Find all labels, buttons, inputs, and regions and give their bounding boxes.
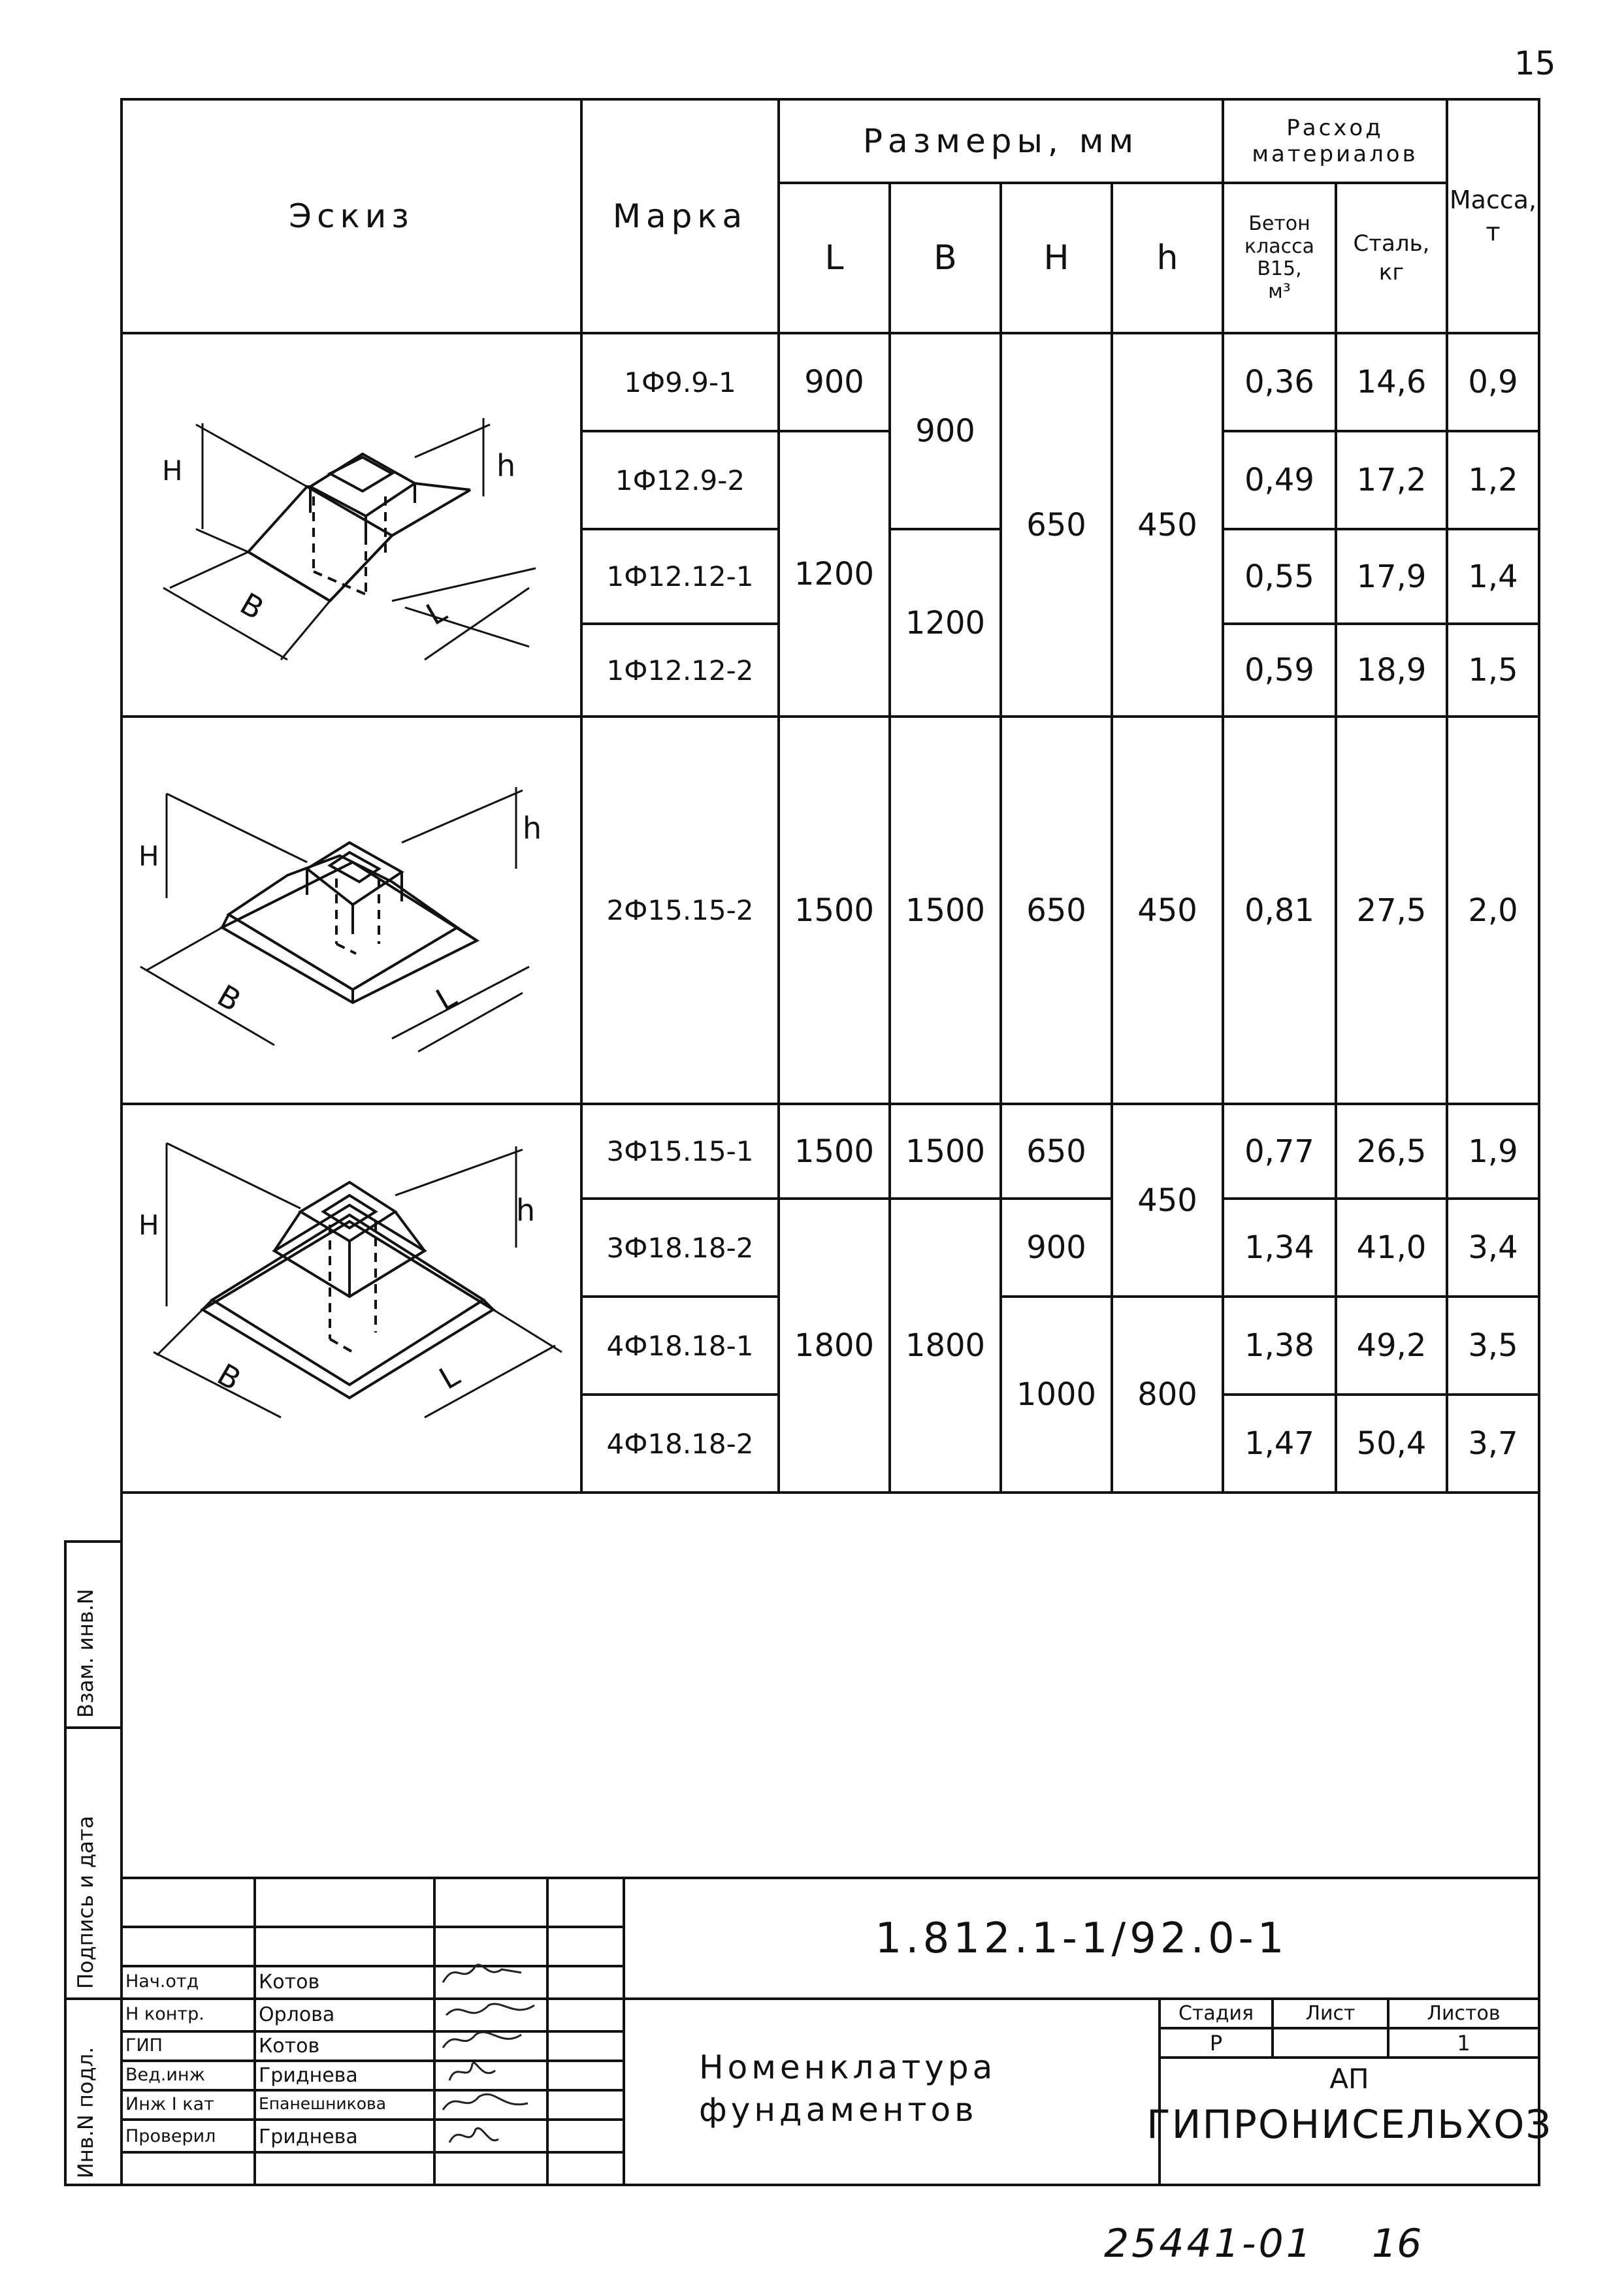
tb-role-6: Проверил — [125, 2126, 216, 2146]
g3-B-1800: 1800 — [905, 1327, 986, 1364]
header-h: h — [1156, 238, 1178, 278]
header-concrete-line: В15, — [1257, 257, 1302, 280]
row-5-L: 1500 — [794, 892, 875, 929]
sketch-2-drawing — [140, 787, 529, 1052]
row-2-concrete: 0,49 — [1244, 462, 1314, 498]
tb-name-3: Котов — [259, 2035, 320, 2058]
header-B: B — [934, 238, 957, 278]
g1-h: 450 — [1137, 506, 1197, 543]
header-materials: Расход материалов — [1252, 115, 1418, 167]
row-7-mass: 3,4 — [1468, 1229, 1518, 1266]
row-7-mark: 3Ф18.18-2 — [606, 1231, 754, 1264]
header-steel-line: кг — [1378, 259, 1405, 285]
sketch-2-label-H: H — [138, 840, 159, 872]
row-8-mass: 3,5 — [1468, 1327, 1518, 1364]
tb-name-2: Орлова — [259, 2003, 335, 2026]
row-5-steel: 27,5 — [1356, 892, 1427, 929]
header-concrete-line: Бетон — [1248, 212, 1310, 235]
row-8-steel: 49,2 — [1356, 1327, 1427, 1364]
sketch-3-label-H: H — [138, 1209, 159, 1241]
row-7-H: 900 — [1026, 1229, 1086, 1266]
row-1-mass: 0,9 — [1468, 364, 1518, 400]
tb-role-1: Нач.отд — [125, 1971, 199, 1992]
org-line-2: ГИПРОНИСЕЛЬХОЗ — [1146, 2101, 1552, 2148]
row-1-steel: 14,6 — [1356, 364, 1427, 400]
title-line-2: фундаментов — [699, 2091, 978, 2129]
side-stamp-replaced-inv: Взам. инв.N — [73, 1589, 98, 1718]
sketch-3-label-B: B — [211, 1356, 247, 1398]
signature-6 — [449, 2128, 498, 2142]
header-L: L — [824, 238, 844, 278]
stage-label: Стадия — [1178, 2002, 1254, 2025]
g1-B-1200: 1200 — [905, 604, 986, 641]
g1-H: 650 — [1026, 506, 1086, 543]
row-6-B: 1500 — [905, 1133, 986, 1170]
sketch-1-label-h: h — [496, 448, 516, 483]
side-stamp-inv-number: Инв.N подл. — [73, 2046, 98, 2178]
signature-3 — [443, 2032, 521, 2048]
header-dimensions: Размеры, мм — [862, 122, 1139, 160]
sketch-1-label-L: L — [420, 593, 453, 632]
header-mass-line: т — [1486, 218, 1501, 246]
row-2-mark: 1Ф12.9-2 — [615, 464, 745, 496]
tb-name-6: Гриднева — [259, 2125, 358, 2148]
org-line-1: АП — [1329, 2063, 1369, 2095]
sketch-3-label-h: h — [516, 1193, 536, 1228]
sketch-1-label-H: H — [162, 455, 183, 487]
header-steel-line: Сталь, — [1353, 230, 1430, 257]
row-9-mark: 4Ф18.18-2 — [606, 1427, 754, 1460]
row-6-steel: 26,5 — [1356, 1133, 1427, 1170]
row-5-mark: 2Ф15.15-2 — [606, 894, 754, 926]
page-number: 15 — [1514, 44, 1556, 82]
header-mass — [1447, 99, 1539, 333]
row-6-H: 650 — [1026, 1133, 1086, 1170]
header-concrete — [1223, 183, 1336, 333]
row-9-steel: 50,4 — [1356, 1425, 1427, 1462]
row-3-mass: 1,4 — [1468, 558, 1518, 595]
sketch-1-drawing — [163, 418, 536, 660]
row-5-mass: 2,0 — [1468, 892, 1518, 929]
title-line-1: Номенклатура — [699, 2048, 997, 2086]
g1-B-900: 900 — [915, 413, 975, 449]
row-7-concrete: 1,34 — [1244, 1229, 1314, 1266]
doc-code: 1.812.1-1/92.0-1 — [875, 1914, 1288, 1963]
sketch-2-label-L: L — [430, 978, 463, 1018]
row-6-L: 1500 — [794, 1133, 875, 1170]
sheets-label: Листов — [1427, 2002, 1501, 2025]
sketch-1-label-B: B — [234, 585, 270, 627]
sketch-3-label-L: L — [433, 1357, 466, 1397]
g1-L-1200: 1200 — [794, 555, 875, 592]
header-mass-line: Масса, — [1449, 185, 1537, 214]
row-9-mass: 3,7 — [1468, 1425, 1518, 1462]
tb-role-5: Инж I кат — [125, 2094, 214, 2114]
tb-name-5: Епанешникова — [259, 2094, 387, 2113]
row-7-steel: 41,0 — [1356, 1229, 1427, 1266]
header-steel — [1336, 183, 1447, 333]
signatures — [436, 1953, 547, 2182]
g1-L-900: 900 — [804, 364, 864, 400]
tb-name-4: Гриднева — [259, 2064, 358, 2087]
signature-1 — [443, 1965, 521, 1982]
tb-role-4: Вед.инж — [125, 2065, 205, 2085]
tb-role-3: ГИП — [125, 2035, 163, 2056]
signature-5 — [443, 2094, 528, 2110]
row-2-steel: 17,2 — [1356, 462, 1427, 498]
signature-2 — [446, 2004, 534, 2015]
row-8-mark: 4Ф18.18-1 — [606, 1329, 754, 1362]
row-6-mass: 1,9 — [1468, 1133, 1518, 1170]
row-5-H: 650 — [1026, 892, 1086, 929]
row-8-concrete: 1,38 — [1244, 1327, 1314, 1364]
row-3-concrete: 0,55 — [1244, 558, 1314, 595]
row-4-mass: 1,5 — [1468, 652, 1518, 688]
sketch-3-drawing — [154, 1143, 562, 1417]
row-4-mark: 1Ф12.12-2 — [606, 654, 754, 687]
signature-4 — [449, 2063, 495, 2080]
g3-L-1800: 1800 — [794, 1327, 875, 1364]
row-3-mark: 1Ф12.12-1 — [606, 560, 754, 592]
sketch-2-label-h: h — [523, 811, 542, 846]
header-concrete-line: м³ — [1268, 280, 1291, 303]
stage-value: Р — [1209, 2030, 1223, 2056]
row-5-B: 1500 — [905, 892, 986, 929]
row-5-h: 450 — [1137, 892, 1197, 929]
row-9-concrete: 1,47 — [1244, 1425, 1314, 1462]
row-4-concrete: 0,59 — [1244, 652, 1314, 688]
header-concrete-line: класса — [1244, 234, 1315, 258]
g3-h-450: 450 — [1137, 1182, 1197, 1219]
tb-role-2: Н контр. — [125, 2004, 204, 2024]
row-3-steel: 17,9 — [1356, 558, 1427, 595]
row-2-mass: 1,2 — [1468, 462, 1518, 498]
row-1-concrete: 0,36 — [1244, 364, 1314, 400]
row-4-steel: 18,9 — [1356, 652, 1427, 688]
header-H: H — [1043, 238, 1069, 278]
sheets-value: 1 — [1457, 2030, 1470, 2056]
side-stamp-signature-date: Подпись и дата — [73, 1815, 98, 1989]
header-sketch: Эскиз — [289, 197, 414, 235]
sketch-2-label-B: B — [211, 977, 247, 1019]
row-6-mark: 3Ф15.15-1 — [606, 1135, 754, 1167]
row-1-mark: 1Ф9.9-1 — [624, 366, 736, 398]
row-6-concrete: 0,77 — [1244, 1133, 1314, 1170]
sheet-label: Лист — [1305, 2002, 1356, 2025]
footer-page: 16 — [1372, 2221, 1422, 2267]
g3-H-1000: 1000 — [1016, 1376, 1097, 1413]
header-mark: Марка — [612, 197, 748, 235]
tb-name-1: Котов — [259, 1971, 320, 1994]
g3-h-800: 800 — [1137, 1376, 1197, 1413]
footer-number: 25441-01 — [1104, 2221, 1314, 2267]
row-5-concrete: 0,81 — [1244, 892, 1314, 929]
